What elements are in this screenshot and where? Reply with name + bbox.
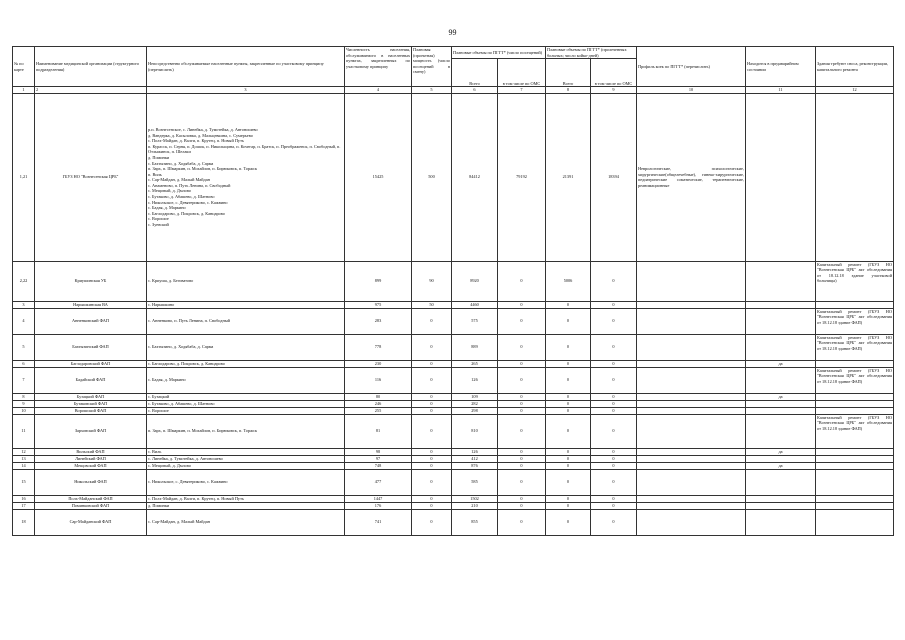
beds-total: 0 [546,334,591,360]
beds-total: 0 [546,509,591,535]
facility-name: Сар-Майданский ФАП [35,509,147,535]
visits-total: 109 [452,393,498,400]
bed-profile [637,407,746,414]
capacity: 0 [412,469,452,495]
beds-total: 0 [546,495,591,502]
beds-oms: 0 [591,502,637,509]
emergency-flag [746,509,816,535]
repair-note [816,509,894,535]
row-number: 18 [13,509,35,535]
table-row [13,407,894,414]
table-header [13,47,894,94]
repair-note [816,462,894,469]
visits-total: 575 [452,308,498,334]
settlements: с. Никольское, с. Девятериково, с. Кажвино [147,469,345,495]
repair-note [816,448,894,455]
facility-name: Нарышкинская ВА [35,301,147,308]
beds-total: 0 [546,414,591,448]
row-number: 9 [13,400,35,407]
visits-total: 265 [452,360,498,367]
row-number: 16 [13,495,35,502]
header-beds-group: Плановые объемы по ПГГТ* (пролеченных больных; число койко-дней) [546,47,637,59]
visits-total: 855 [452,509,498,535]
column-number: 12 [816,87,894,94]
header-bed-profile: Профиль коек по ПГГТ* (перечислить) [637,47,746,87]
header-beds-oms: в том числе по ОМС [591,59,637,87]
settlements: с. Анненково, п. Путь Ленина, п. Свободный [147,308,345,334]
column-number: 4 [345,87,412,94]
facility-name: Бутаковский ФАП [35,400,147,407]
header-beds-total: Всего [546,59,591,87]
population: 116 [345,367,412,393]
emergency-flag [746,407,816,414]
repair-note [816,502,894,509]
beds-total: 0 [546,301,591,308]
population: 246 [345,400,412,407]
emergency-flag [746,495,816,502]
facility-name: ГБУЗ НО "Вознесенская ЦРБ" [35,93,147,261]
beds-oms: 0 [591,407,637,414]
visits-total: 282 [452,400,498,407]
settlements: с. Баглодарово, д. Покровск, д. Канцарово [147,360,345,367]
beds-oms: 0 [591,455,637,462]
settlements: с. Мещовый, д. Дмлово [147,462,345,469]
settlements: с. Виль [147,448,345,455]
population: 176 [345,502,412,509]
bed-profile [637,393,746,400]
column-number: 9 [591,87,637,94]
row-number: 17 [13,502,35,509]
repair-note: Капитальный ремонт (ГБУЗ НО "Вознесенская ЦРБ" акт обследования от 18.12.18 здание ФАП) [816,414,894,448]
visits-total: 126 [452,367,498,393]
repair-note: Капитальный ремонт (ГБУЗ НО "Вознесенская ЦРБ" акт обследования от 18.12.18 здание участковой больницы) [816,261,894,301]
beds-total: 0 [546,308,591,334]
capacity: 0 [412,393,452,400]
capacity: 0 [412,407,452,414]
row-number: 2,22 [13,261,35,301]
visits-total: 412 [452,455,498,462]
population: 97 [345,455,412,462]
capacity: 0 [412,455,452,462]
visits-oms: 0 [498,367,546,393]
header-repair: Здания требуют сноса, реконструкции, капитального ремонта [816,47,894,87]
population: 230 [345,360,412,367]
visits-oms: 79192 [498,93,546,261]
population: 80 [345,393,412,400]
repair-note [816,407,894,414]
beds-total: 0 [546,367,591,393]
row-number: 8 [13,393,35,400]
emergency-flag: да [746,462,816,469]
table-row [13,400,894,407]
repair-note [816,360,894,367]
table-row [13,495,894,502]
settlements: с. Бузацкий [147,393,345,400]
repair-note: Капитальный ремонт (ГБУЗ НО "Вознесенская ЦРБ" акт обследования от 18.12.18 здание ФАП) [816,334,894,360]
beds-total: 21391 [546,93,591,261]
row-number: 3 [13,301,35,308]
beds-oms: 0 [591,360,637,367]
beds-oms: 0 [591,448,637,455]
repair-note [816,455,894,462]
beds-oms: 0 [591,495,637,502]
column-number: 1 [13,87,35,94]
table-row [13,360,894,367]
table-row [13,469,894,495]
facility-name: Линейский ФАП [35,455,147,462]
bed-profile: Неврологические, психологические, хирургические(общелечебные), гинеко-хирургические, педиатрические соматические, терапевтические, реанимационные [637,93,746,261]
emergency-flag [746,502,816,509]
facility-name: Ворошский ФАП [35,407,147,414]
capacity: 0 [412,502,452,509]
visits-oms: 0 [498,502,546,509]
capacity: 0 [412,367,452,393]
table-row [13,93,894,261]
column-number: 10 [637,87,746,94]
table-row [13,455,894,462]
emergency-flag [746,414,816,448]
settlements: р.п. Вознесенское, с. Линейка, д. Тумотейка, д. Автоношево д. Вандерка, д. Касыловка, д. Мальцевкина, с. Сумерьево с. Полх-Майдан, д. Валги, п. Крутец, п. Новый Путь п. Курасск, п. Серня, п. Дошок, п. Никольщина, п. Кочегар, п. Братск, п. Преображенск, п. Свободный, п. Отлыжинск, п. Шелаки д. Поминки с. Бахтызино, д. Ходябаба, д. Сарма п. Зарх, п. Шмаркин, п. Мохайлов, п. Бирюковск, п. Торжск п. Виль с. Сар-Майдан, д. Малый Майдан с. Анаменово, п. Путь Ленина, п. Свободный с. Мещовый, д. Дмлово с. Бутаково, д. Абашево, д. Шатново с. Никольское, с. Девятериково, с. Кажвино с. Бадая, д. Маркино с. Баглодарово, д. Покровск, д. Канцарово с. Ворошое с. Зуевский [147,93,345,261]
visits-total: 126 [452,448,498,455]
emergency-flag [746,301,816,308]
table-row [13,414,894,448]
repair-note: Капитальный ремонт (ГБУЗ НО "Вознесенская ЦРБ" акт обследования от 18.12.18 здание ФАП) [816,308,894,334]
visits-total: 889 [452,334,498,360]
emergency-flag [746,469,816,495]
capacity: 0 [412,400,452,407]
settlements: с. Криуша, д. Беговатово [147,261,345,301]
visits-oms: 0 [498,455,546,462]
bed-profile [637,301,746,308]
capacity: 0 [412,495,452,502]
beds-oms: 18394 [591,93,637,261]
visits-oms: 0 [498,469,546,495]
visits-oms: 0 [498,462,546,469]
visits-total: 4460 [452,301,498,308]
facility-name: Поминковский ФАП [35,502,147,509]
table-row [13,462,894,469]
bed-profile [637,334,746,360]
column-number-row [13,87,894,94]
page-number: 99 [448,28,457,37]
table-row [13,502,894,509]
table-row [13,308,894,334]
header-emergency: Находится в предаварийном состоянии [746,47,816,87]
row-number: 11 [13,414,35,448]
population: 15425 [345,93,412,261]
capacity: 500 [412,93,452,261]
capacity: 90 [412,261,452,301]
facility-name: Зарховский ФАП [35,414,147,448]
settlements: с. Линейка, д. Тумотейка, д. Автоношево [147,455,345,462]
facility-name: Мещовский ФАП [35,462,147,469]
beds-oms: 0 [591,400,637,407]
beds-oms: 0 [591,414,637,448]
settlements: с. Бахтызино, д. Ходябаба, д. Сарма [147,334,345,360]
settlements: с. Ворошое [147,407,345,414]
column-number: 3 [147,87,345,94]
beds-total: 0 [546,455,591,462]
facility-name: Полх-Майданский ФАП [35,495,147,502]
visits-total: 876 [452,462,498,469]
visits-total: 298 [452,407,498,414]
beds-oms: 0 [591,308,637,334]
facility-name: Баглодаровский ФАП [35,360,147,367]
row-number: 15 [13,469,35,495]
settlements: с. Бутаково, д. Абашево, д. Шатново [147,400,345,407]
visits-oms: 0 [498,301,546,308]
row-number: 14 [13,462,35,469]
beds-total: 0 [546,448,591,455]
capacity: 50 [412,301,452,308]
visits-total: 1502 [452,495,498,502]
emergency-flag [746,455,816,462]
emergency-flag [746,308,816,334]
emergency-flag [746,93,816,261]
bed-profile [637,502,746,509]
column-number: 5 [412,87,452,94]
emergency-flag [746,400,816,407]
visits-oms: 0 [498,414,546,448]
table-row [13,393,894,400]
emergency-flag [746,367,816,393]
bed-profile [637,455,746,462]
beds-oms: 0 [591,509,637,535]
header-visits-group: Плановые объемы по ПГГТ* (число посещений) [452,47,546,59]
bed-profile [637,360,746,367]
capacity: 0 [412,509,452,535]
column-number: 11 [746,87,816,94]
visits-oms: 0 [498,400,546,407]
beds-total: 5006 [546,261,591,301]
beds-oms: 0 [591,367,637,393]
column-number: 2 [35,87,147,94]
bed-profile [637,448,746,455]
bed-profile [637,469,746,495]
settlements: д. Поминки [147,502,345,509]
visits-oms: 0 [498,509,546,535]
settlements: п. Зарх, п. Шмаркин, п. Мохайлов, п. Бирюковск, п. Торжск [147,414,345,448]
repair-note: Капитальный ремонт (ГБУЗ НО "Вознесенская ЦРБ" акт обследования от 18.12.18 здание ФАП) [816,367,894,393]
header-population: Численность населения, обслуживаемого в населенных пунктах, закрепленных по участковому принципу [345,47,412,87]
row-number: 7 [13,367,35,393]
facility-name: Бузацкий ФАП [35,393,147,400]
header-settlements: Непосредственно обслуживаемые населенные пункты, закрепленные по участковому принципу (перечислить) [147,47,345,87]
beds-total: 0 [546,360,591,367]
visits-total: 210 [452,502,498,509]
row-number: 6 [13,360,35,367]
repair-note [816,301,894,308]
bed-profile [637,367,746,393]
header-capacity: Плановая (проектная) мощность (число посещений в смену) [412,47,452,87]
beds-total: 0 [546,400,591,407]
bed-profile [637,261,746,301]
population: 255 [345,407,412,414]
facility-name: Бахтызинский ФАП [35,334,147,360]
repair-note [816,469,894,495]
row-number: 4 [13,308,35,334]
bed-profile [637,400,746,407]
visits-oms: 0 [498,495,546,502]
beds-oms: 0 [591,301,637,308]
table-row [13,261,894,301]
visits-total: 585 [452,469,498,495]
beds-total: 0 [546,469,591,495]
repair-note [816,393,894,400]
settlements: с. Сар-Майдан, д. Малый Майдан [147,509,345,535]
facility-name: Бадайский ФАП [35,367,147,393]
capacity: 0 [412,334,452,360]
visits-total: 810 [452,414,498,448]
visits-total: 8920 [452,261,498,301]
population: 778 [345,334,412,360]
repair-note [816,495,894,502]
facility-name: Криушинская УБ [35,261,147,301]
beds-oms: 0 [591,462,637,469]
bed-profile [637,414,746,448]
header-map-number: № по карте [13,47,35,87]
table-row [13,367,894,393]
settlements: с. Бадая, д. Маркино [147,367,345,393]
facility-name: Вильский ФАП [35,448,147,455]
visits-oms: 0 [498,308,546,334]
population: 477 [345,469,412,495]
repair-note [816,400,894,407]
column-number: 7 [498,87,546,94]
header-visits-total: Всего [452,59,498,87]
row-number: 13 [13,455,35,462]
row-number: 5 [13,334,35,360]
emergency-flag: да [746,360,816,367]
emergency-flag: да [746,393,816,400]
bed-profile [637,495,746,502]
row-number: 12 [13,448,35,455]
beds-total: 0 [546,393,591,400]
visits-oms: 0 [498,407,546,414]
population: 283 [345,308,412,334]
column-number: 8 [546,87,591,94]
capacity: 0 [412,462,452,469]
settlements: с. Нарышкино [147,301,345,308]
table-row [13,301,894,308]
population: 81 [345,414,412,448]
visits-oms: 0 [498,448,546,455]
capacity: 0 [412,360,452,367]
emergency-flag: да [746,448,816,455]
visits-oms: 0 [498,334,546,360]
visits-oms: 0 [498,360,546,367]
visits-oms: 0 [498,261,546,301]
facility-name: Анненковский ФАП [35,308,147,334]
table-row [13,509,894,535]
population: 748 [345,462,412,469]
capacity: 0 [412,308,452,334]
table-body [13,93,894,535]
beds-total: 0 [546,407,591,414]
visits-oms: 0 [498,393,546,400]
population: 741 [345,509,412,535]
bed-profile [637,509,746,535]
table-row [13,448,894,455]
beds-oms: 0 [591,334,637,360]
beds-oms: 0 [591,393,637,400]
emergency-flag [746,261,816,301]
header-visits-oms: в том числе по ОМС [498,59,546,87]
bed-profile [637,308,746,334]
population: 1447 [345,495,412,502]
settlements: с. Полх-Майдан, д. Валги, п. Крутец, п. Новый Путь [147,495,345,502]
beds-total: 0 [546,462,591,469]
facility-name: Никольский ФАП [35,469,147,495]
repair-note [816,93,894,261]
population: 98 [345,448,412,455]
row-number: 10 [13,407,35,414]
facilities-table [12,46,894,536]
beds-oms: 0 [591,469,637,495]
population: 899 [345,261,412,301]
visits-total: 84412 [452,93,498,261]
beds-total: 0 [546,502,591,509]
capacity: 0 [412,414,452,448]
column-number: 6 [452,87,498,94]
row-number: 1,21 [13,93,35,261]
beds-oms: 0 [591,261,637,301]
table-row [13,334,894,360]
emergency-flag [746,334,816,360]
population: 975 [345,301,412,308]
header-organization: Наименование медицинской организации (структурного подразделения) [35,47,147,87]
capacity: 0 [412,448,452,455]
bed-profile [637,462,746,469]
